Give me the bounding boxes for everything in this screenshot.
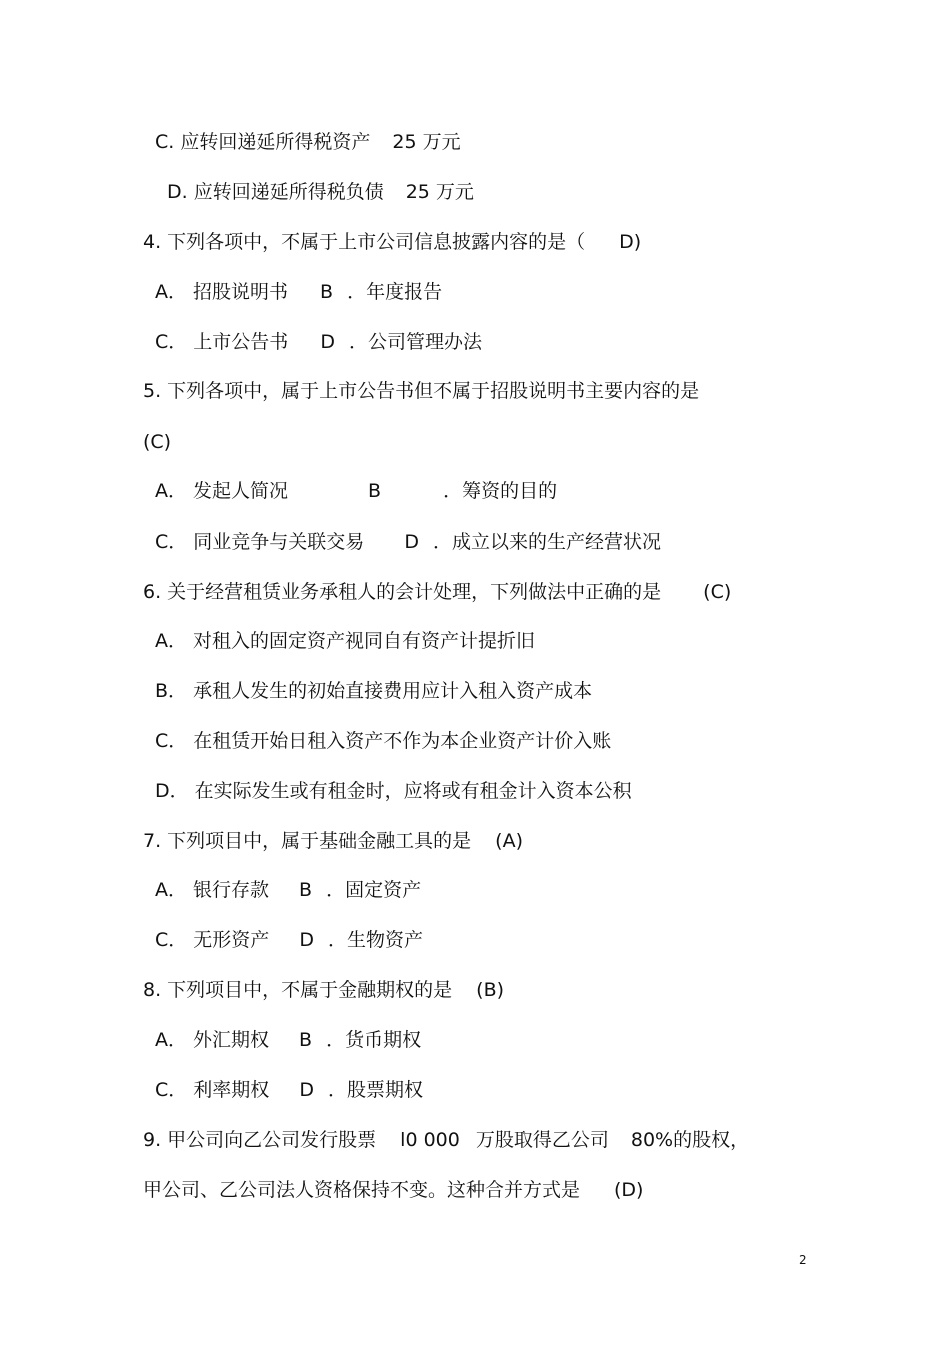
option-d-amount: 25 万元 — [405, 181, 474, 203]
question-9-cont — [143, 1178, 643, 1202]
question-8-answer: (B) — [476, 979, 505, 1001]
question-8-options-cd — [155, 1078, 423, 1102]
option-d-text: ．生物资产 — [327, 929, 423, 951]
option-d-text: ．成立以来的生产经营状况 — [432, 531, 661, 553]
option-d-line — [167, 180, 474, 204]
question-5-answer — [143, 430, 171, 454]
option-d-letter: D — [299, 1079, 314, 1101]
question-7-options-cd — [155, 928, 423, 952]
option-d-letter: D — [320, 331, 335, 353]
option-d-letter: D — [404, 531, 419, 553]
question-6-option-c — [155, 729, 611, 753]
option-a: A． 银行存款 — [155, 879, 270, 901]
option-a: A． 外汇期权 — [155, 1029, 270, 1051]
option-c: C． 无形资产 — [155, 929, 270, 951]
option-d-text: ．公司管理办法 — [348, 331, 482, 353]
option-b-letter: B — [368, 480, 382, 502]
option-b-letter: B — [320, 281, 334, 303]
option-d-text: ．股票期权 — [327, 1079, 423, 1101]
question-8-options-ab — [155, 1028, 421, 1052]
option-a: A． 发起人简况 — [155, 480, 289, 502]
option-b-text: ．筹资的目的 — [443, 480, 558, 502]
page-number: 2 — [799, 1253, 807, 1267]
question-7-answer: (A) — [495, 830, 523, 852]
option-d-letter: D — [299, 929, 314, 951]
option-b-text: ．年度报告 — [347, 281, 443, 303]
question-4-text: 4. 下列各项中，不属于上市公司信息披露内容的是（ — [143, 231, 586, 253]
question-8 — [143, 978, 504, 1002]
question-8-text: 8. 下列项目中，不属于金融期权的是 — [143, 979, 453, 1001]
option-a-text: A． 对租入的固定资产视同自有资产计提折旧 — [155, 630, 536, 652]
option-c-amount: 25 万元 — [392, 131, 461, 153]
option-c: C． 利率期权 — [155, 1079, 270, 1101]
question-4-options-cd — [155, 330, 482, 354]
question-4-answer: D) — [619, 231, 642, 253]
option-c: C． 上市公告书 — [155, 331, 289, 353]
question-4-options-ab — [155, 280, 442, 304]
question-5-options-ab — [155, 479, 557, 503]
question-6-answer: (C) — [703, 581, 732, 603]
option-a: A． 招股说明书 — [155, 281, 289, 303]
option-b-letter: B — [299, 879, 313, 901]
question-4 — [143, 230, 641, 254]
option-c-text: C. 应转回递延所得税资产 — [155, 131, 371, 153]
question-5-text: 5. 下列各项中，属于上市公告书但不属于招股说明书主要内容的是 — [143, 380, 700, 402]
option-c-line — [155, 130, 461, 154]
question-5-options-cd — [155, 530, 661, 554]
question-9-percent: 80%的股权， — [630, 1129, 750, 1151]
option-b-text: ．货币期权 — [326, 1029, 422, 1051]
option-b-text: ．固定资产 — [326, 879, 422, 901]
question-9-text-1: 9. 甲公司向乙公司发行股票 — [143, 1129, 377, 1151]
question-9-answer: (D) — [614, 1179, 644, 1201]
question-5-answer-text: (C) — [143, 431, 172, 453]
question-9 — [143, 1128, 749, 1152]
option-d-text: D. 应转回递延所得税负债 — [167, 181, 384, 203]
question-9-shares: l0 000 — [400, 1129, 460, 1151]
question-9-text-3: 甲公司、乙公司法人资格保持不变。这种合并方式是 — [143, 1179, 581, 1201]
question-9-text-2: 万股取得乙公司 — [475, 1129, 609, 1151]
option-b-text: B． 承租人发生的初始直接费用应计入租入资产成本 — [155, 680, 593, 702]
question-6-option-b — [155, 679, 592, 703]
question-7 — [143, 829, 523, 853]
question-6-text: 6. 关于经营租赁业务承租人的会计处理，下列做法中正确的是 — [143, 581, 662, 603]
question-6-option-d — [155, 779, 632, 803]
option-c: C． 同业竞争与关联交易 — [155, 531, 365, 553]
option-b-letter: B — [299, 1029, 313, 1051]
question-7-text: 7. 下列项目中，属于基础金融工具的是 — [143, 830, 472, 852]
question-5 — [143, 379, 699, 403]
question-6-option-a — [155, 629, 535, 653]
option-c-text: C． 在租赁开始日租入资产不作为本企业资产计价入账 — [155, 730, 612, 752]
question-7-options-ab — [155, 878, 421, 902]
question-6 — [143, 580, 731, 604]
option-d-text: D． 在实际发生或有租金时，应将或有租金计入资本公积 — [155, 780, 632, 802]
